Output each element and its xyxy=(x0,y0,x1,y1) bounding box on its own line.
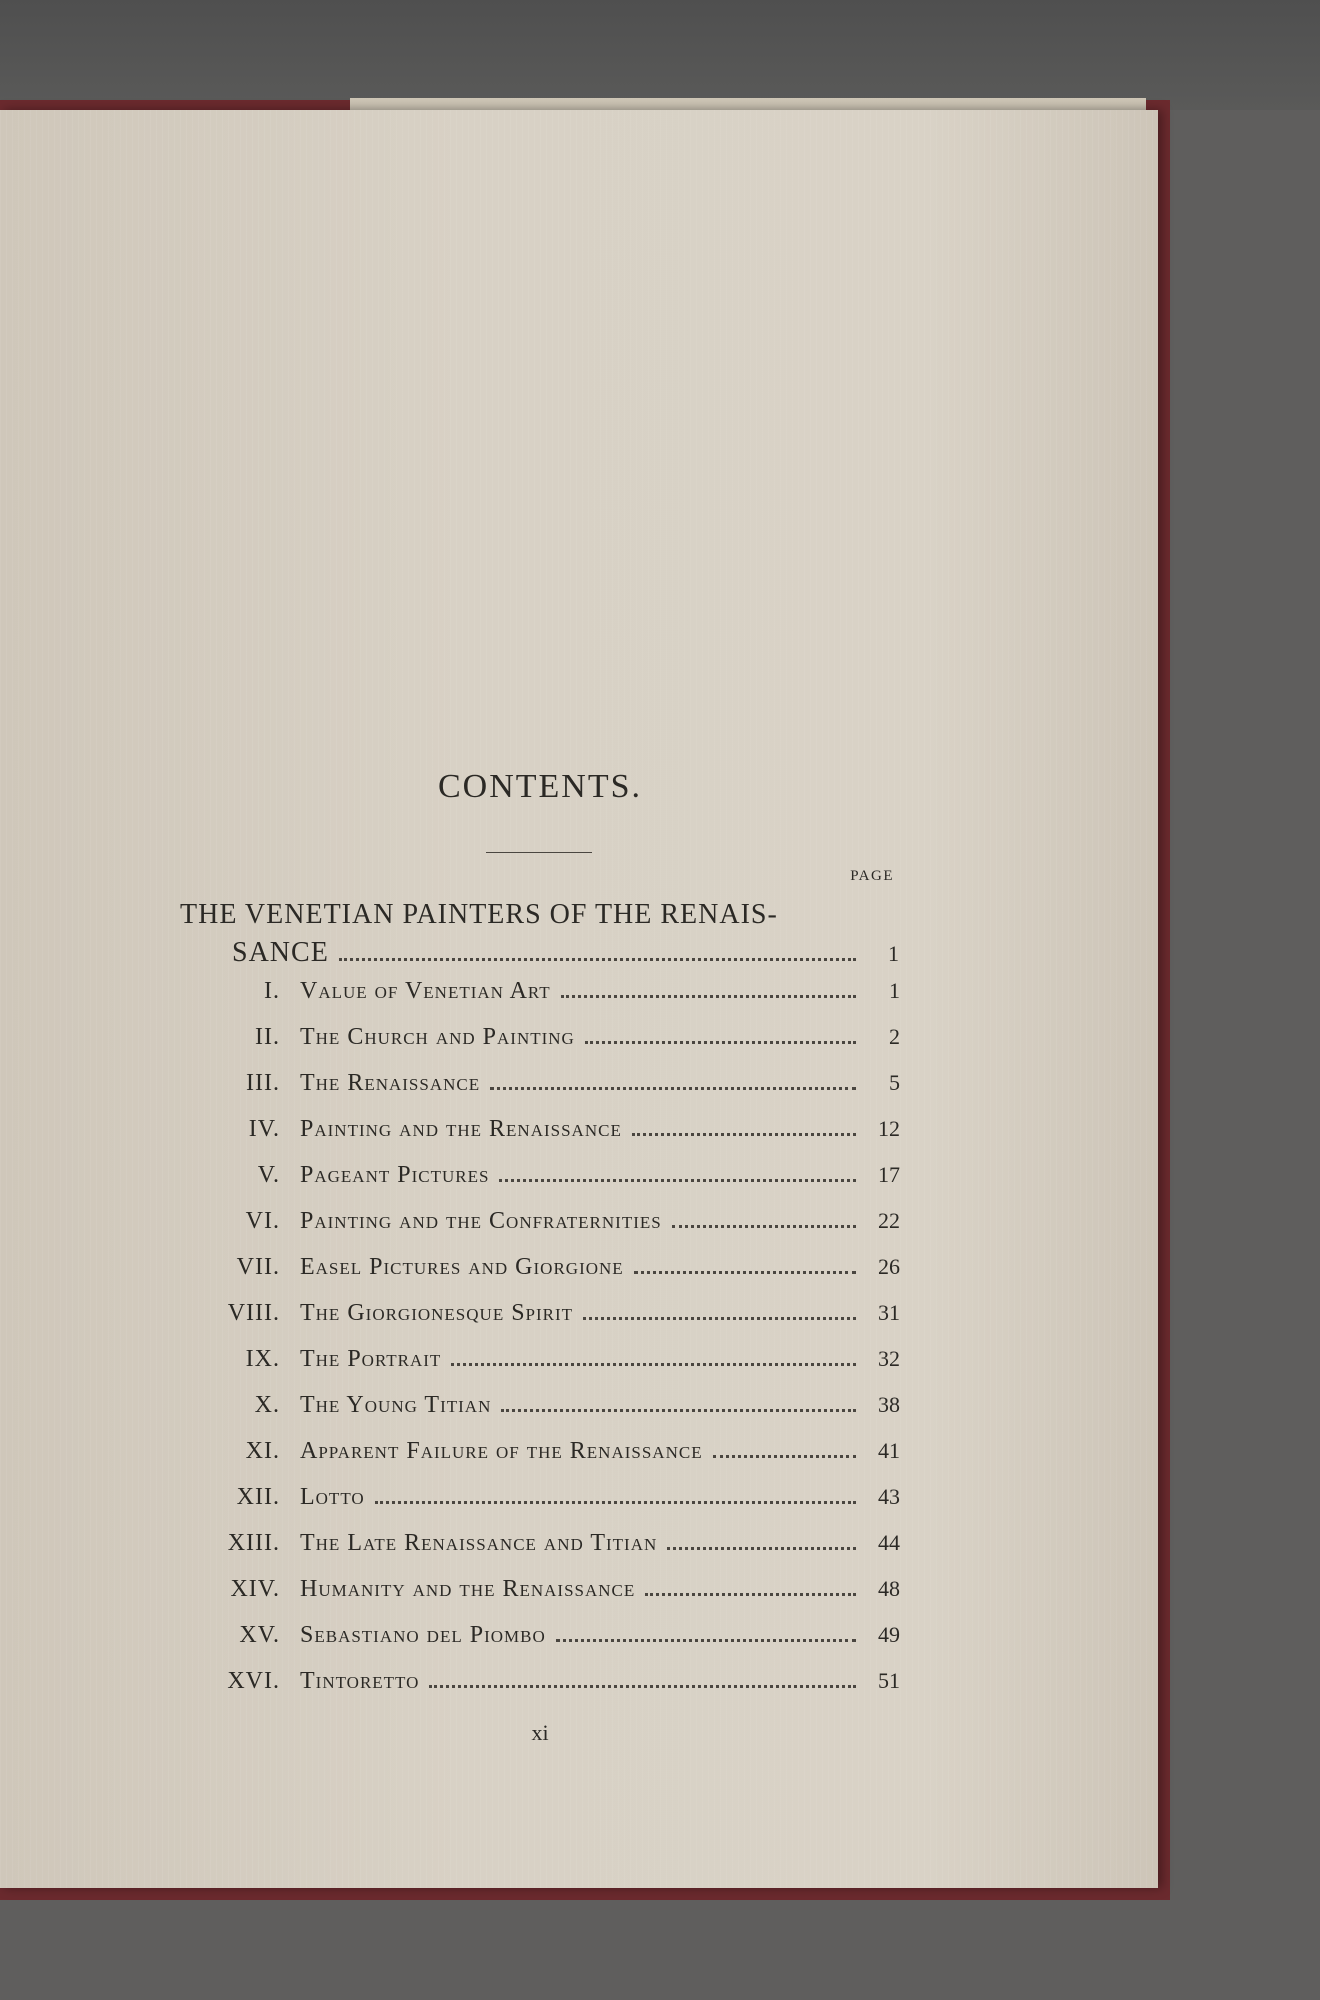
contents-list xyxy=(180,978,900,1714)
entry-number: XIII. xyxy=(227,1530,280,1556)
entry-title: Pageant Pictures xyxy=(300,1162,490,1188)
entry-title: The Renaissance xyxy=(300,1070,481,1096)
contents-entry xyxy=(180,1070,900,1116)
page-column-label: PAGE xyxy=(850,868,894,884)
entry-title: Lotto xyxy=(300,1484,365,1510)
entry-number: X. xyxy=(254,1392,280,1418)
dot-leader xyxy=(561,995,856,998)
dot-leader xyxy=(339,958,856,961)
heading-rule xyxy=(486,852,592,853)
entry-page: 5 xyxy=(889,1070,900,1095)
dot-leader xyxy=(490,1087,856,1090)
entry-page: 44 xyxy=(878,1530,900,1555)
contents-entry xyxy=(180,1668,900,1714)
dot-leader xyxy=(501,1409,856,1412)
entry-number: IV. xyxy=(248,1116,280,1142)
dot-leader xyxy=(499,1179,856,1182)
entry-title: Easel Pictures and Giorgione xyxy=(300,1254,624,1280)
entry-number: II. xyxy=(255,1024,280,1050)
dot-leader xyxy=(672,1225,856,1228)
contents-entry xyxy=(180,1116,900,1162)
entry-page: 17 xyxy=(878,1162,900,1187)
contents-entry xyxy=(180,1438,900,1484)
entry-title: Apparent Failure of the Renaissance xyxy=(300,1438,703,1464)
main-entry-title-line2: SANCE xyxy=(232,937,329,968)
dot-leader xyxy=(713,1455,856,1458)
contents-entry xyxy=(180,1622,900,1668)
entry-title: Tintoretto xyxy=(300,1668,420,1694)
book-page xyxy=(0,110,1158,1888)
contents-entry xyxy=(180,1346,900,1392)
page-folio: xi xyxy=(531,1720,549,1745)
entry-number: XII. xyxy=(236,1484,280,1510)
entry-page: 22 xyxy=(878,1208,900,1233)
entry-number: V. xyxy=(257,1162,280,1188)
entry-page: 43 xyxy=(878,1484,900,1509)
dot-leader xyxy=(632,1133,856,1136)
contents-entry xyxy=(180,1484,900,1530)
entry-page: 38 xyxy=(878,1392,900,1417)
entry-page: 49 xyxy=(878,1622,900,1647)
dot-leader xyxy=(451,1363,856,1366)
dot-leader xyxy=(375,1501,856,1504)
entry-number: XI. xyxy=(245,1438,280,1464)
dot-leader xyxy=(667,1547,856,1550)
contents-entry xyxy=(180,1392,900,1438)
entry-number: XIV. xyxy=(230,1576,280,1602)
entry-title: The Late Renaissance and Titian xyxy=(300,1530,658,1556)
entry-number: XV. xyxy=(239,1622,280,1648)
entry-page: 48 xyxy=(878,1576,900,1601)
entry-title: The Portrait xyxy=(300,1346,442,1372)
entry-page: 1 xyxy=(889,978,900,1003)
entry-title: The Giorgionesque Spirit xyxy=(300,1300,574,1326)
entry-number: I. xyxy=(264,978,280,1004)
entry-title: Sebastiano del Piombo xyxy=(300,1622,546,1648)
dot-leader xyxy=(645,1593,856,1596)
contents-entry xyxy=(180,1300,900,1346)
entry-title: Humanity and the Renaissance xyxy=(300,1576,636,1602)
entry-title: The Church and Painting xyxy=(300,1024,575,1050)
entry-page: 41 xyxy=(878,1438,900,1463)
contents-entry xyxy=(180,1530,900,1576)
entry-page: 12 xyxy=(878,1116,900,1141)
main-entry-line2 xyxy=(180,934,900,973)
entry-number: III. xyxy=(246,1070,280,1096)
entry-number: IX. xyxy=(245,1346,280,1372)
backdrop xyxy=(0,0,1320,110)
contents-heading: CONTENTS. xyxy=(437,768,643,805)
contents-entry xyxy=(180,978,900,1024)
main-entry-title-line1: THE VENETIAN PAINTERS OF THE RENAIS- xyxy=(180,899,778,930)
dot-leader xyxy=(429,1685,856,1688)
dot-leader xyxy=(556,1639,856,1642)
dot-leader xyxy=(583,1317,856,1320)
contents-entry xyxy=(180,1024,900,1070)
entry-page: 31 xyxy=(878,1300,900,1325)
contents-entry xyxy=(180,1576,900,1622)
entry-number: VII. xyxy=(236,1254,280,1280)
contents-entry xyxy=(180,1254,900,1300)
entry-number: VI. xyxy=(245,1208,280,1234)
entry-page: 32 xyxy=(878,1346,900,1371)
dot-leader xyxy=(585,1041,856,1044)
main-entry-page: 1 xyxy=(888,941,900,966)
entry-title: Value of Venetian Art xyxy=(300,978,551,1004)
contents-entry xyxy=(180,1162,900,1208)
entry-number: VIII. xyxy=(227,1300,280,1326)
entry-page: 26 xyxy=(878,1254,900,1279)
entry-title: Painting and the Confraternities xyxy=(300,1208,662,1234)
entry-title: Painting and the Renaissance xyxy=(300,1116,622,1142)
main-entry xyxy=(180,896,900,973)
contents-entry xyxy=(180,1208,900,1254)
entry-page: 51 xyxy=(878,1668,900,1693)
dot-leader xyxy=(634,1271,856,1274)
entry-page: 2 xyxy=(889,1024,900,1049)
entry-number: XVI. xyxy=(227,1668,280,1694)
entry-title: The Young Titian xyxy=(300,1392,492,1418)
